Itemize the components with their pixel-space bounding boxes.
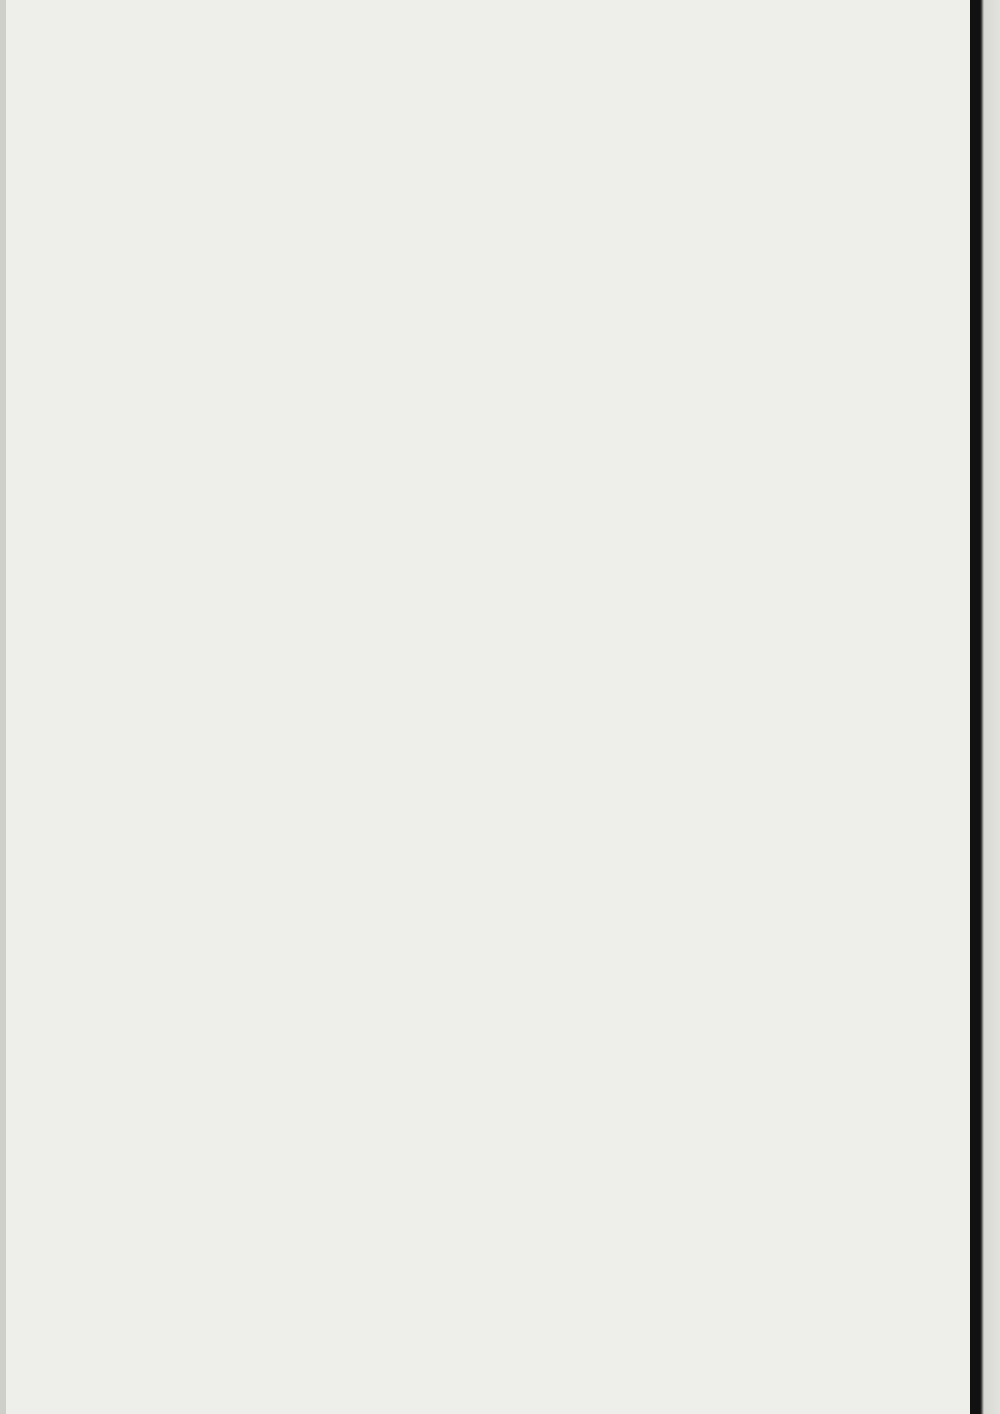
page	[143, 36, 923, 70]
scan-binding-edge	[970, 0, 1000, 1414]
running-head	[143, 36, 923, 62]
scan-left-edge	[0, 0, 6, 1414]
